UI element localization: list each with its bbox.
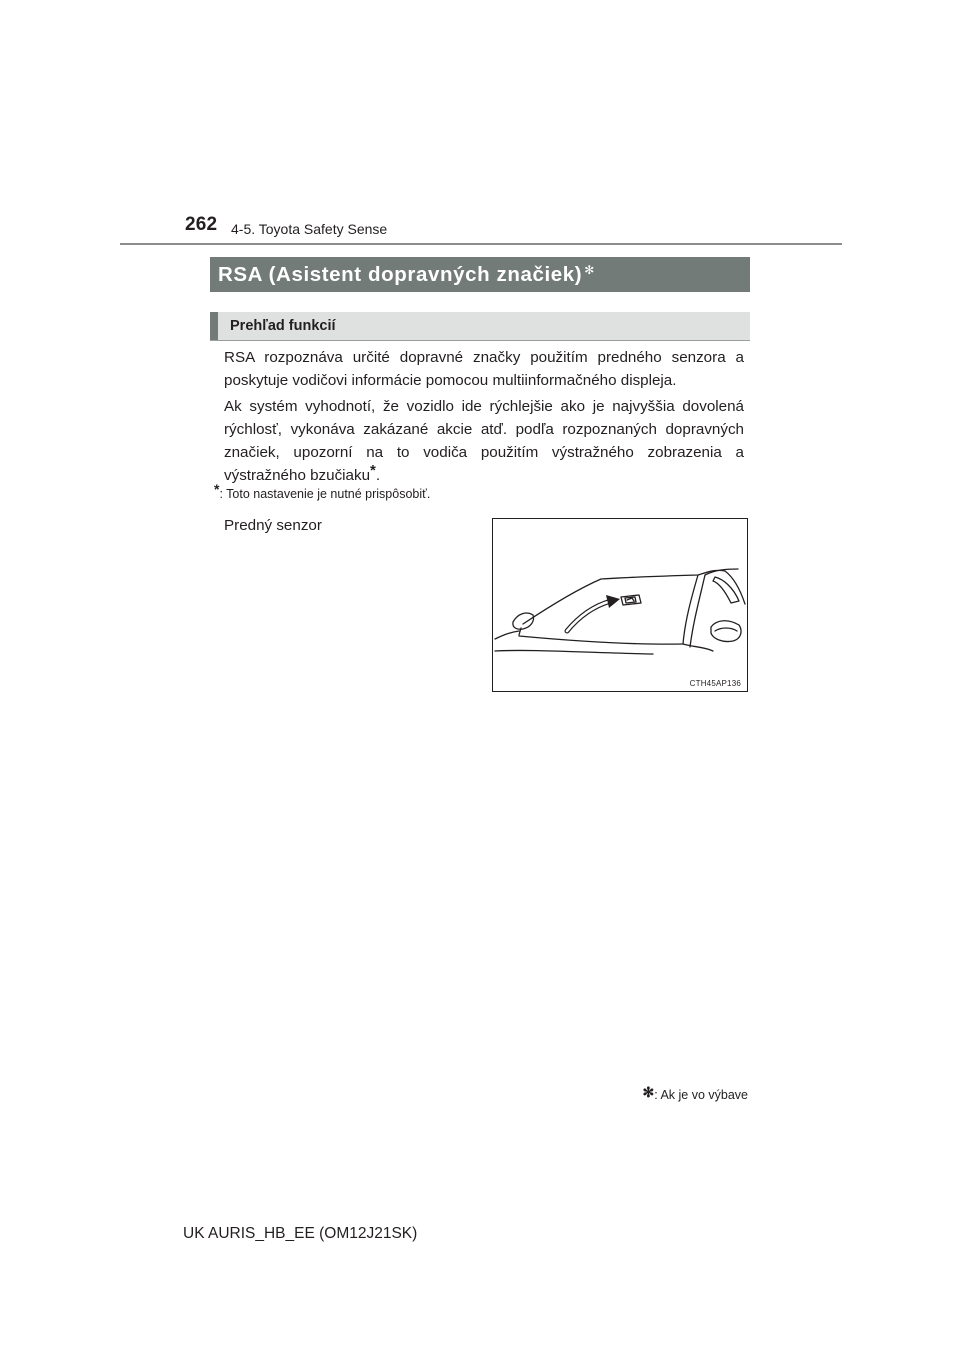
availability-note xyxy=(642,1086,748,1103)
subsection-title: Prehľad funkcií xyxy=(230,318,336,334)
warning-paragraph-end: . xyxy=(375,467,381,484)
figure-caption: Predný senzor xyxy=(224,517,322,534)
subsection-divider xyxy=(210,340,750,341)
breadcrumb: 4-5. Toyota Safety Sense xyxy=(231,221,388,237)
warning-paragraph-text: Ak systém vyhodnotí, že vozidlo ide rýchlejšie ako je najvyššia dovolená rýchlosť, vykonáva zakázané akcie atď. podľa rozpoznaných dopravných značiek, upozorní na to vodiča použitím výstražného zobrazenia a výstražného bzučiaku xyxy=(224,398,744,484)
availability-text: : Ak je vo výbave xyxy=(654,1088,748,1102)
figure-code: CTH45AP136 xyxy=(689,679,741,688)
footnote-reference: * xyxy=(370,462,376,479)
section-title xyxy=(210,257,750,292)
subsection-header xyxy=(210,312,750,340)
availability-mark-icon: ✻ xyxy=(642,1084,655,1100)
section-title-text: RSA (Asistent dopravných značiek) xyxy=(218,263,583,286)
intro-paragraph: RSA rozpoznáva určité dopravné značky použitím predného senzora a poskytuje vodičovi informácie pomocou multiinformačného displeja. xyxy=(224,349,744,389)
footnote-text: : Toto nastavenie je nutné prispôsobiť. xyxy=(219,487,431,501)
header-divider xyxy=(120,243,842,245)
footnote xyxy=(214,481,431,503)
windshield-sensor-drawing xyxy=(493,519,747,691)
footnote-mark: * xyxy=(214,481,220,497)
equipment-mark-icon: ✻ xyxy=(584,263,595,277)
page-number: 262 xyxy=(185,214,218,235)
warning-paragraph xyxy=(224,395,744,487)
front-sensor-illustration xyxy=(492,518,748,692)
document-id: UK AURIS_HB_EE (OM12J21SK) xyxy=(183,1225,418,1242)
